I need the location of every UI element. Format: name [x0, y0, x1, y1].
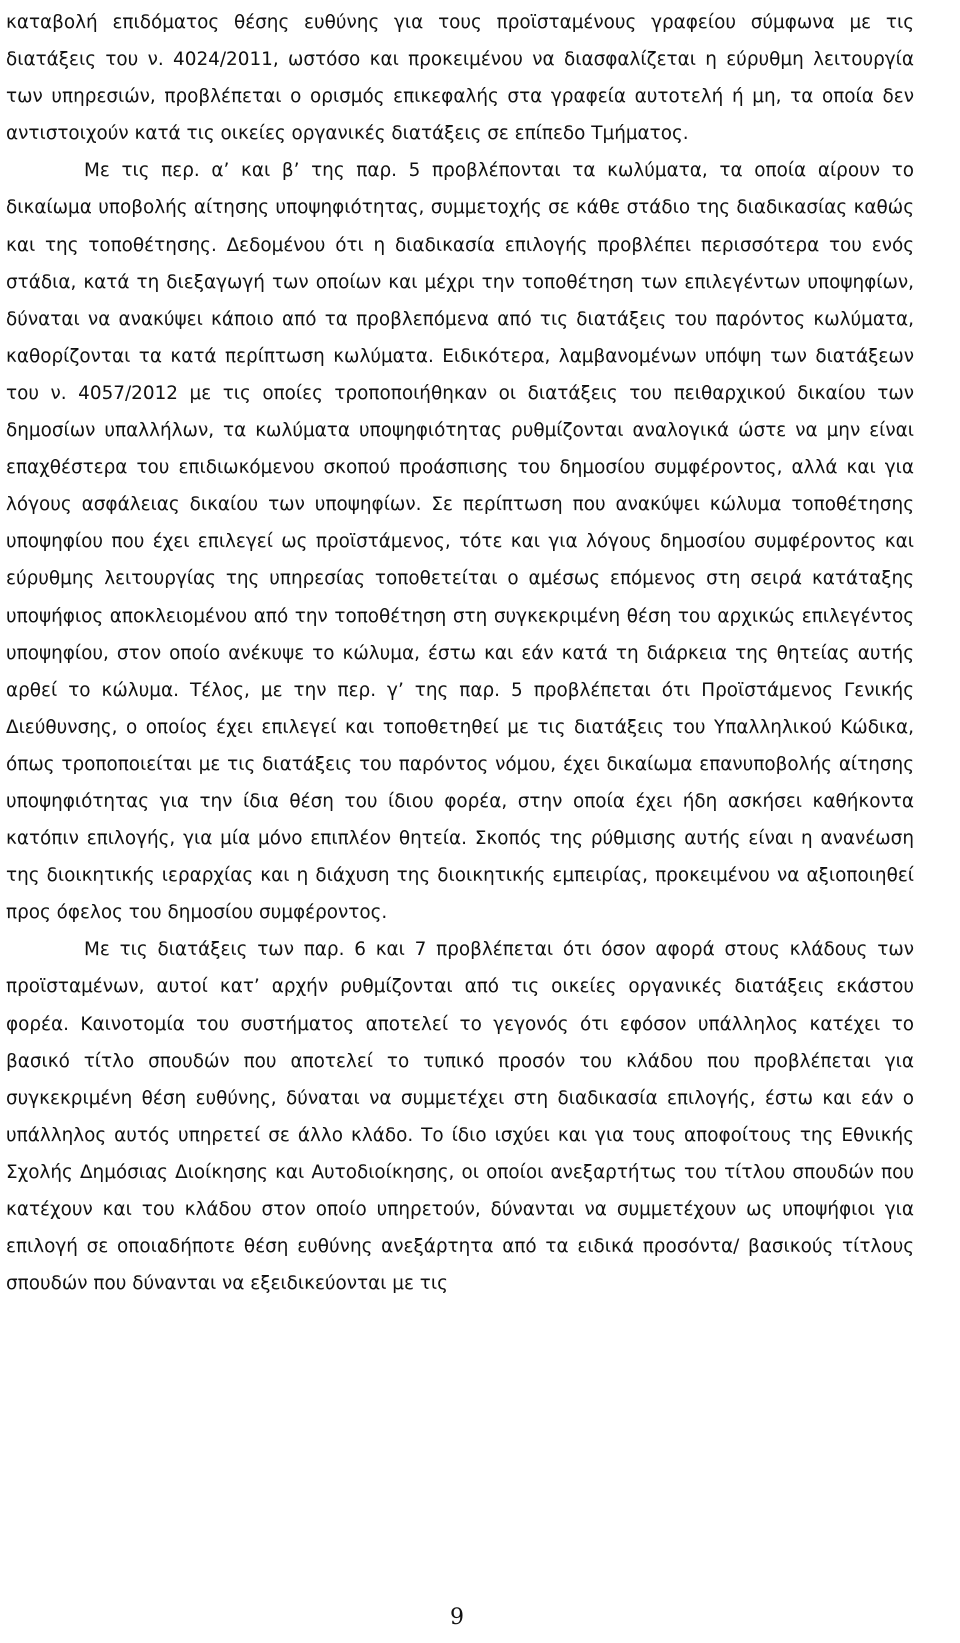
paragraph-continuation: καταβολή επιδόματος θέσης ευθύνης για τους προϊσταμένους γραφείου σύμφωνα με τις διατάξεις του ν. 4024/2011, ωστόσο και προκειμένου να διασφαλίζεται η εύρυθμη λειτουργία των υπηρεσιών, προβλέπεται ο ορισμός επικεφαλής στα γραφεία αυτοτελή ή μη, τα οποία δεν αντιστοιχούν κατά τις οικείες οργανικές διατάξεις σε επίπεδο Τμήματος. [6, 12, 914, 145]
page-number: 9 [450, 1605, 464, 1630]
body-text [6, 4, 914, 1302]
paragraph-impediments: Με τις περ. α’ και β’ της παρ. 5 προβλέπονται τα κωλύματα, τα οποία αίρουν το δικαίωμα υποβολής αίτησης υποψηφιότητας, συμμετοχής σε κάθε στάδιο της διαδικασίας καθώς και της τοποθέτησης. Δεδομένου ότι η διαδικασία επιλογής προβλέπει περισσότερα του ενός στάδια, κατά τη διεξαγωγή των οποίων και μέχρι την τοποθέτηση των επιλεγέντων υποψηφίων, δύναται να ανακύψει κάποιο από τα προβλεπόμενα από τις διατάξεις του παρόντος κωλύματα, καθορίζονται τα κατά περίπτωση κωλύματα. Ειδικότερα, λαμβανομένων υπόψη των διατάξεων του ν. 4057/2012 με τις οποίες τροποποιήθηκαν οι διατάξεις του πειθαρχικού δικαίου των δημοσίων υπαλλήλων, τα κωλύματα υποψηφιότητας ρυθμίζονται αναλογικά ώστε να μην είναι επαχθέστερα του επιδιωκόμενου σκοπού προάσπισης του δημοσίου συμφέροντος, αλλά και για λόγους ασφάλειας δικαίου των υποψηφίων. Σε περίπτωση που ανακύψει κώλυμα τοποθέτησης υποψηφίου που έχει επιλεγεί ως προϊστάμενος, τότε και για λόγους δημοσίου συμφέροντος και εύρυθμης λειτουργίας της υπηρεσίας τοποθετείται ο αμέσως επόμενος στη σειρά κατάταξης υποψήφιος αποκλειομένου από την τοποθέτηση στη συγκεκριμένη θέση του αρχικώς επιλεγέντος υποψηφίου, στον οποίο ανέκυψε το κώλυμα, έστω και εάν κατά τη διάρκεια της θητείας αυτής αρθεί το κώλυμα. Τέλος, με την περ. γ’ της παρ. 5 προβλέπεται ότι Προϊστάμενος Γενικής Διεύθυνσης, ο οποίος έχει επιλεγεί και τοποθετηθεί με τις διατάξεις του Υπαλληλικού Κώδικα, όπως τροποποιείται με τις διατάξεις του παρόντος νόμου, έχει δικαίωμα επανυποβολής αίτησης υποψηφιότητας για την ίδια θέση του ίδιου φορέα, στην οποία έχει ήδη ασκήσει καθήκοντα κατόπιν επιλογής, για μία μόνο επιπλέον θητεία. Σκοπός της ρύθμισης αυτής είναι η ανανέωση της διοικητικής ιεραρχίας και η διάχυση της διοικητικής εμπειρίας, προκειμένου να αξιοποιηθεί προς όφελος του δημοσίου συμφέροντος. [6, 160, 914, 924]
paragraph-branches: Με τις διατάξεις των παρ. 6 και 7 προβλέπεται ότι όσον αφορά στους κλάδους των προϊσταμένων, αυτοί κατ’ αρχήν ρυθμίζονται από τις οικείες οργανικές διατάξεις εκάστου φορέα. Καινοτομία του συστήματος αποτελεί το γεγονός ότι εφόσον υπάλληλος κατέχει το βασικό τίτλο σπουδών που αποτελεί το τυπικό προσόν του κλάδου που προβλέπεται για συγκεκριμένη θέση ευθύνης, δύναται να συμμετέχει στη διαδικασία επιλογής, έστω και εάν ο υπάλληλος αυτός υπηρετεί σε άλλο κλάδο. Το ίδιο ισχύει και για τους αποφοίτους της Εθνικής Σχολής Δημόσιας Διοίκησης και Αυτοδιοίκησης, οι οποίοι ανεξαρτήτως του τίτλου σπουδών που κατέχουν και του κλάδου στον οποίο υπηρετούν, δύνανται να συμμετέχουν ως υποψήφιοι για επιλογή σε οποιαδήποτε θέση ευθύνης ανεξάρτητα από τα ειδικά προσόντα/ βασικούς τίτλους σπουδών που δύνανται να εξειδικεύονται με τις [6, 939, 914, 1295]
